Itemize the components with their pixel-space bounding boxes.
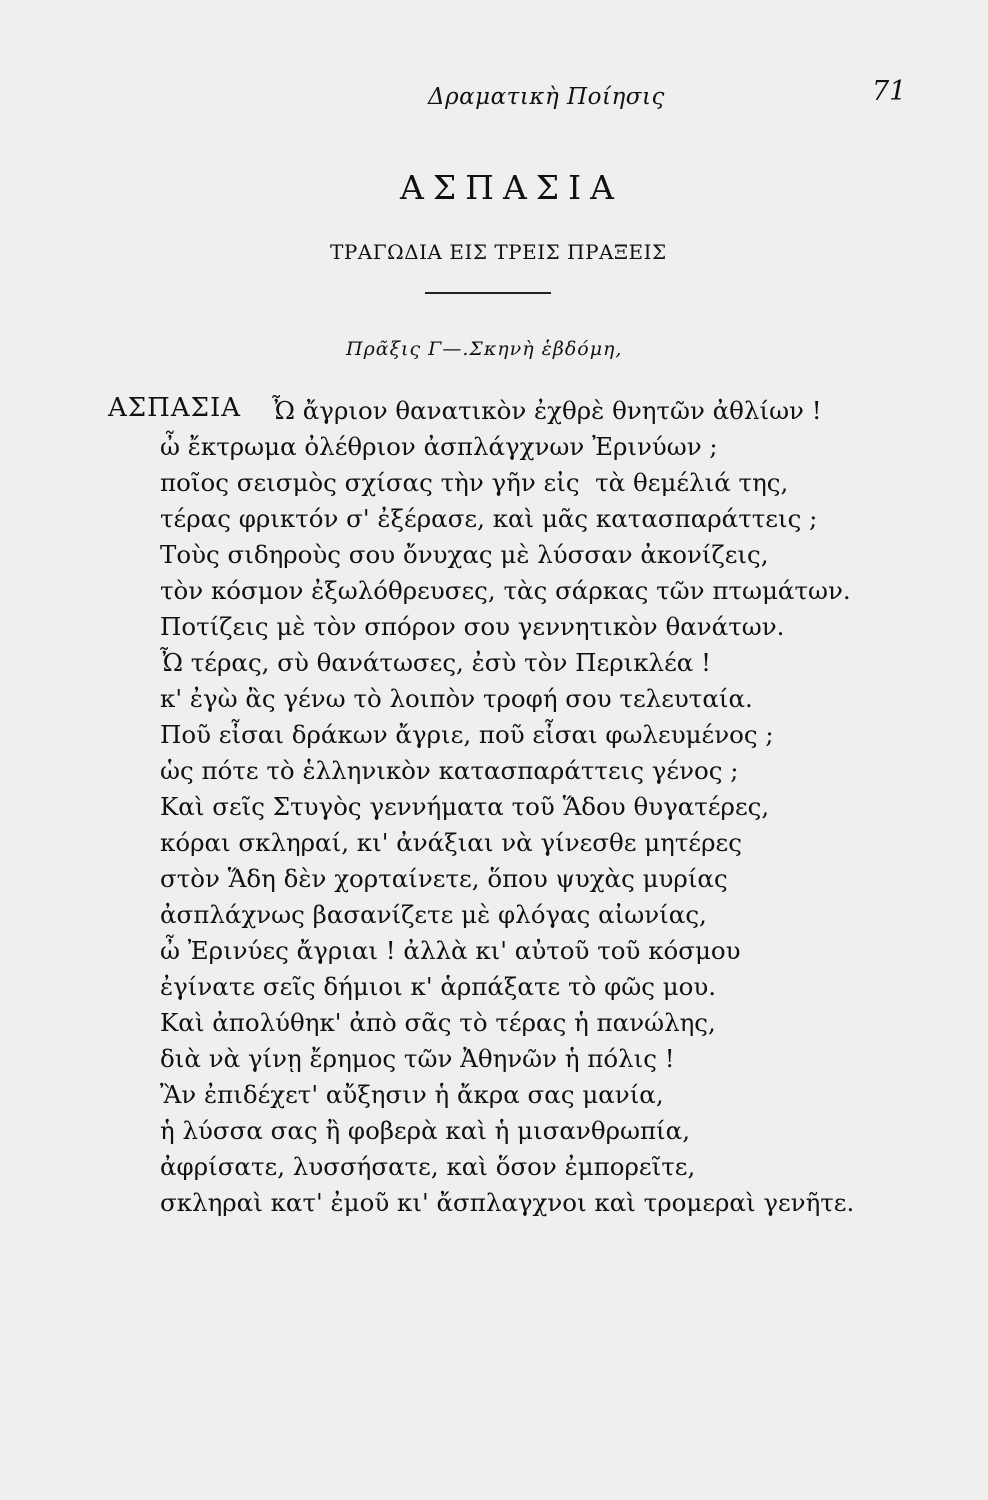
verse-first-line: Ὦ ἄγριον θανατικὸν ἐχθρὲ θνητῶν ἀθλίων ! (272, 396, 822, 425)
verse-line: διὰ νὰ γίνῃ ἔρημος τῶν Ἀθηνῶν ἡ πόλις ! (160, 1044, 675, 1073)
verse-line: σκληραὶ κατ' ἐμοῦ κι' ἄσπλαγχνοι καὶ τρομεραὶ γενῆτε. (160, 1188, 855, 1217)
verse-line: Ποῦ εἶσαι δράκων ἄγριε, ποῦ εἶσαι φωλευμένος ; (160, 720, 774, 749)
verse-line: Τοὺς σιδηροὺς σου ὄνυχας μὲ λύσσαν ἀκονίζεις, (160, 540, 769, 569)
verse-line: Ποτίζεις μὲ τὸν σπόρον σου γεννητικὸν θανάτων. (160, 612, 785, 641)
verse-line: τέρας φρικτόν σ' ἐξέρασε, καὶ μᾶς κατασπαράττεις ; (160, 504, 818, 533)
verse-line: ἀσπλάχνως βασανίζετε μὲ φλόγας αἰωνίας, (160, 900, 707, 929)
verse-line: ὡς πότε τὸ ἑλληνικὸν κατασπαράττεις γένος ; (160, 756, 739, 785)
verse-line: ὦ Ἐρινύες ἄγριαι ! ἀλλὰ κι' αὐτοῦ τοῦ κόσμου (160, 936, 741, 965)
verse-body (160, 429, 854, 1221)
verse-line: κόραι σκληραί, κι' ἀνάξιαι νὰ γίνεσθε μητέρες (160, 828, 742, 857)
verse-line: Καὶ σεῖς Στυγὸς γεννήματα τοῦ Ἅδου θυγατέρες, (160, 792, 770, 821)
verse-line: Ὦ τέρας, σὺ θανάτωσες, ἐσὺ τὸν Περικλέα ! (160, 648, 711, 677)
play-subtitle: ΤΡΑΓΩΔΙΑ ΕΙΣ ΤΡΕΙΣ ΠΡΑΞΕΙΣ (330, 240, 667, 264)
verse-line: ὦ ἔκτρωμα ὀλέθριον ἀσπλάγχνων Ἐρινύων ; (160, 432, 718, 461)
verse-line: ἐγίνατε σεῖς δήμιοι κ' ἁρπάξατε τὸ φῶς μου. (160, 972, 717, 1001)
verse-line: ἀφρίσατε, λυσσήσατε, καὶ ὅσον ἐμπορεῖτε, (160, 1152, 696, 1181)
page-number: 71 (872, 76, 907, 107)
speaker-name: ΑΣΠΑΣΙΑ (108, 393, 242, 423)
play-title: ΑΣΠΑΣΙΑ (400, 168, 623, 207)
title-divider (425, 292, 551, 294)
verse-line: ποῖος σεισμὸς σχίσας τὴν γῆν εἰς τὰ θεμέλιά της, (160, 468, 789, 497)
verse-line: ἡ λύσσα σας ἢ φοβερὰ καὶ ἡ μισανθρωπία, (160, 1116, 690, 1145)
verse-line: Καὶ ἀπολύθηκ' ἀπὸ σᾶς τὸ τέρας ἡ πανώλης, (160, 1008, 716, 1037)
verse-line: Ἂν ἐπιδέχετ' αὔξησιν ἡ ἄκρα σας μανία, (160, 1080, 664, 1109)
running-title: Δραματικὴ Ποίησις (428, 84, 665, 110)
verse-line: τὸν κόσμον ἐξωλόθρευσες, τὰς σάρκας τῶν πτωμάτων. (160, 576, 851, 605)
scene-heading: Πρᾶξις Γ—.Σκηνὴ ἑβδόμη, (346, 338, 623, 360)
verse-line: στὸν Ἅδη δὲν χορταίνετε, ὅπου ψυχὰς μυρίας (160, 864, 728, 893)
verse-line: κ' ἐγὼ ἂς γένω τὸ λοιπὸν τροφή σου τελευταία. (160, 684, 753, 713)
